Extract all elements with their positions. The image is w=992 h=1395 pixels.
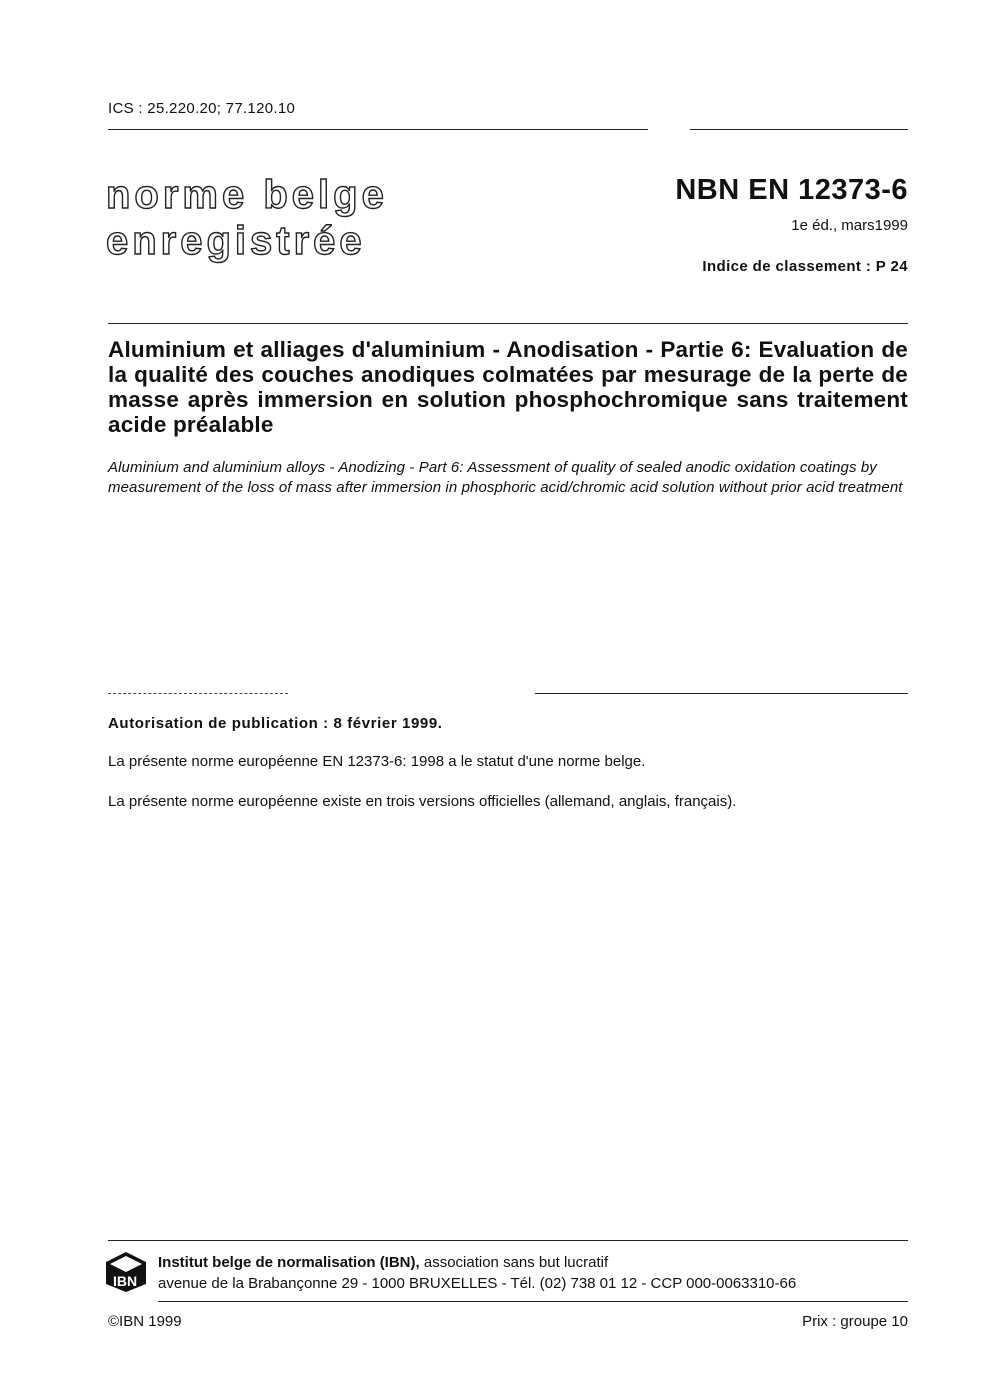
publication-rule-left — [108, 693, 288, 694]
edition-date: 1e éd., mars1999 — [791, 217, 908, 234]
official-versions-paragraph: La présente norme européenne existe en trois versions officielles (allemand, anglais, français). — [108, 793, 737, 810]
classification-index: Indice de classement : P 24 — [702, 258, 908, 275]
institut-line — [158, 1254, 608, 1271]
brand-line-1: norme belge — [106, 173, 388, 217]
price-group: Prix : groupe 10 — [802, 1313, 908, 1330]
top-rule-right — [690, 129, 908, 130]
institut-description: association sans but lucratif — [419, 1254, 609, 1271]
belgian-status-paragraph: La présente norme européenne EN 12373-6: 1998 a le statut d'une norme belge. — [108, 753, 646, 770]
footer-rule-top — [108, 1240, 908, 1241]
publication-authorization: Autorisation de publication : 8 février 1999. — [108, 715, 443, 732]
institut-name: Institut belge de normalisation (IBN), — [158, 1254, 420, 1271]
title-rule — [108, 323, 908, 324]
brand-line-2: enregistrée — [106, 219, 366, 263]
copyright: ©IBN 1999 — [108, 1313, 182, 1330]
ibn-logo-icon — [104, 1250, 148, 1294]
footer-rule-bottom — [158, 1301, 908, 1302]
french-title: Aluminium et alliages d'aluminium - Anodisation - Partie 6: Evaluation de la qualité des couches anodiques colmatées par mesurage de la perte de masse après immersion en solution phosphochromique sans traitement acide préalable — [108, 337, 908, 437]
svg-text:IBN: IBN — [113, 1273, 138, 1289]
standard-code: NBN EN 12373-6 — [675, 174, 908, 206]
top-rule-left — [108, 129, 648, 130]
ics-codes: ICS : 25.220.20; 77.120.10 — [108, 100, 296, 117]
english-title: Aluminium and aluminium alloys - Anodizing - Part 6: Assessment of quality of sealed anodic oxidation coatings by measurement of the loss of mass after immersion in phosphoric acid/chromic acid solution without prior acid treatment — [108, 459, 903, 496]
publication-rule-right — [535, 693, 908, 694]
institut-address: avenue de la Brabançonne 29 - 1000 BRUXELLES - Tél. (02) 738 01 12 - CCP 000-0063310-66 — [158, 1275, 797, 1292]
